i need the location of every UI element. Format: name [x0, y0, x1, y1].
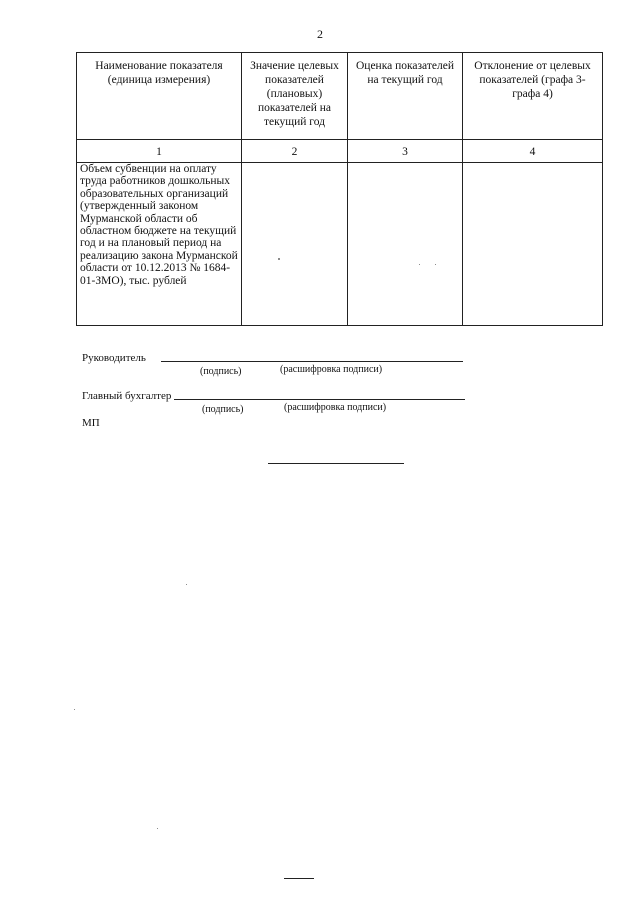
header-indicator-name: Наименование показателя (единица измерения): [77, 53, 242, 140]
accountant-sign-hint: (подпись): [202, 404, 244, 415]
column-number: 1: [77, 140, 242, 163]
target-value-cell: [242, 163, 348, 326]
indicators-table: [76, 52, 603, 326]
header-estimate: Оценка показателей на текущий год: [348, 53, 463, 140]
scan-speck: [157, 828, 158, 829]
head-decode-hint: (расшифровка подписи): [280, 364, 383, 375]
head-signature-line: [161, 361, 463, 362]
scan-speck: [435, 264, 436, 265]
column-number: 2: [242, 140, 348, 163]
accountant-label: Главный бухгалтер: [82, 390, 172, 402]
scan-speck: [278, 258, 280, 260]
page-number: 2: [317, 27, 323, 41]
scan-speck: [419, 264, 420, 265]
head-sign-hint: (подпись): [200, 366, 242, 377]
table-header-row: [77, 53, 603, 140]
closing-divider: [268, 463, 404, 464]
scan-speck: [74, 709, 75, 710]
column-number: 3: [348, 140, 463, 163]
indicator-name-cell: Объем субвенции на оплату труда работников дошкольных образовательных организаций (утвержденный законом Мурманской области об областном бюджете на текущий год и на плановый период на реализацию закона Мурманской области от 10.12.2013 № 1684-01-ЗМО), тыс. рублей: [77, 163, 242, 326]
table-row: [77, 163, 603, 326]
deviation-cell: [463, 163, 603, 326]
accountant-signature-line: [174, 399, 465, 400]
column-number-row: [77, 140, 603, 163]
estimate-cell: [348, 163, 463, 326]
column-number: 4: [463, 140, 603, 163]
stamp-label: МП: [82, 417, 100, 429]
footer-divider: [284, 878, 314, 879]
header-deviation: Отклонение от целевых показателей (графа 3- графа 4): [463, 53, 603, 140]
scan-speck: [186, 584, 187, 585]
accountant-decode-hint: (расшифровка подписи): [284, 402, 387, 413]
head-label: Руководитель: [82, 352, 146, 364]
header-target-value: Значение целевых показателей (плановых) показателей на текущий год: [242, 53, 348, 140]
